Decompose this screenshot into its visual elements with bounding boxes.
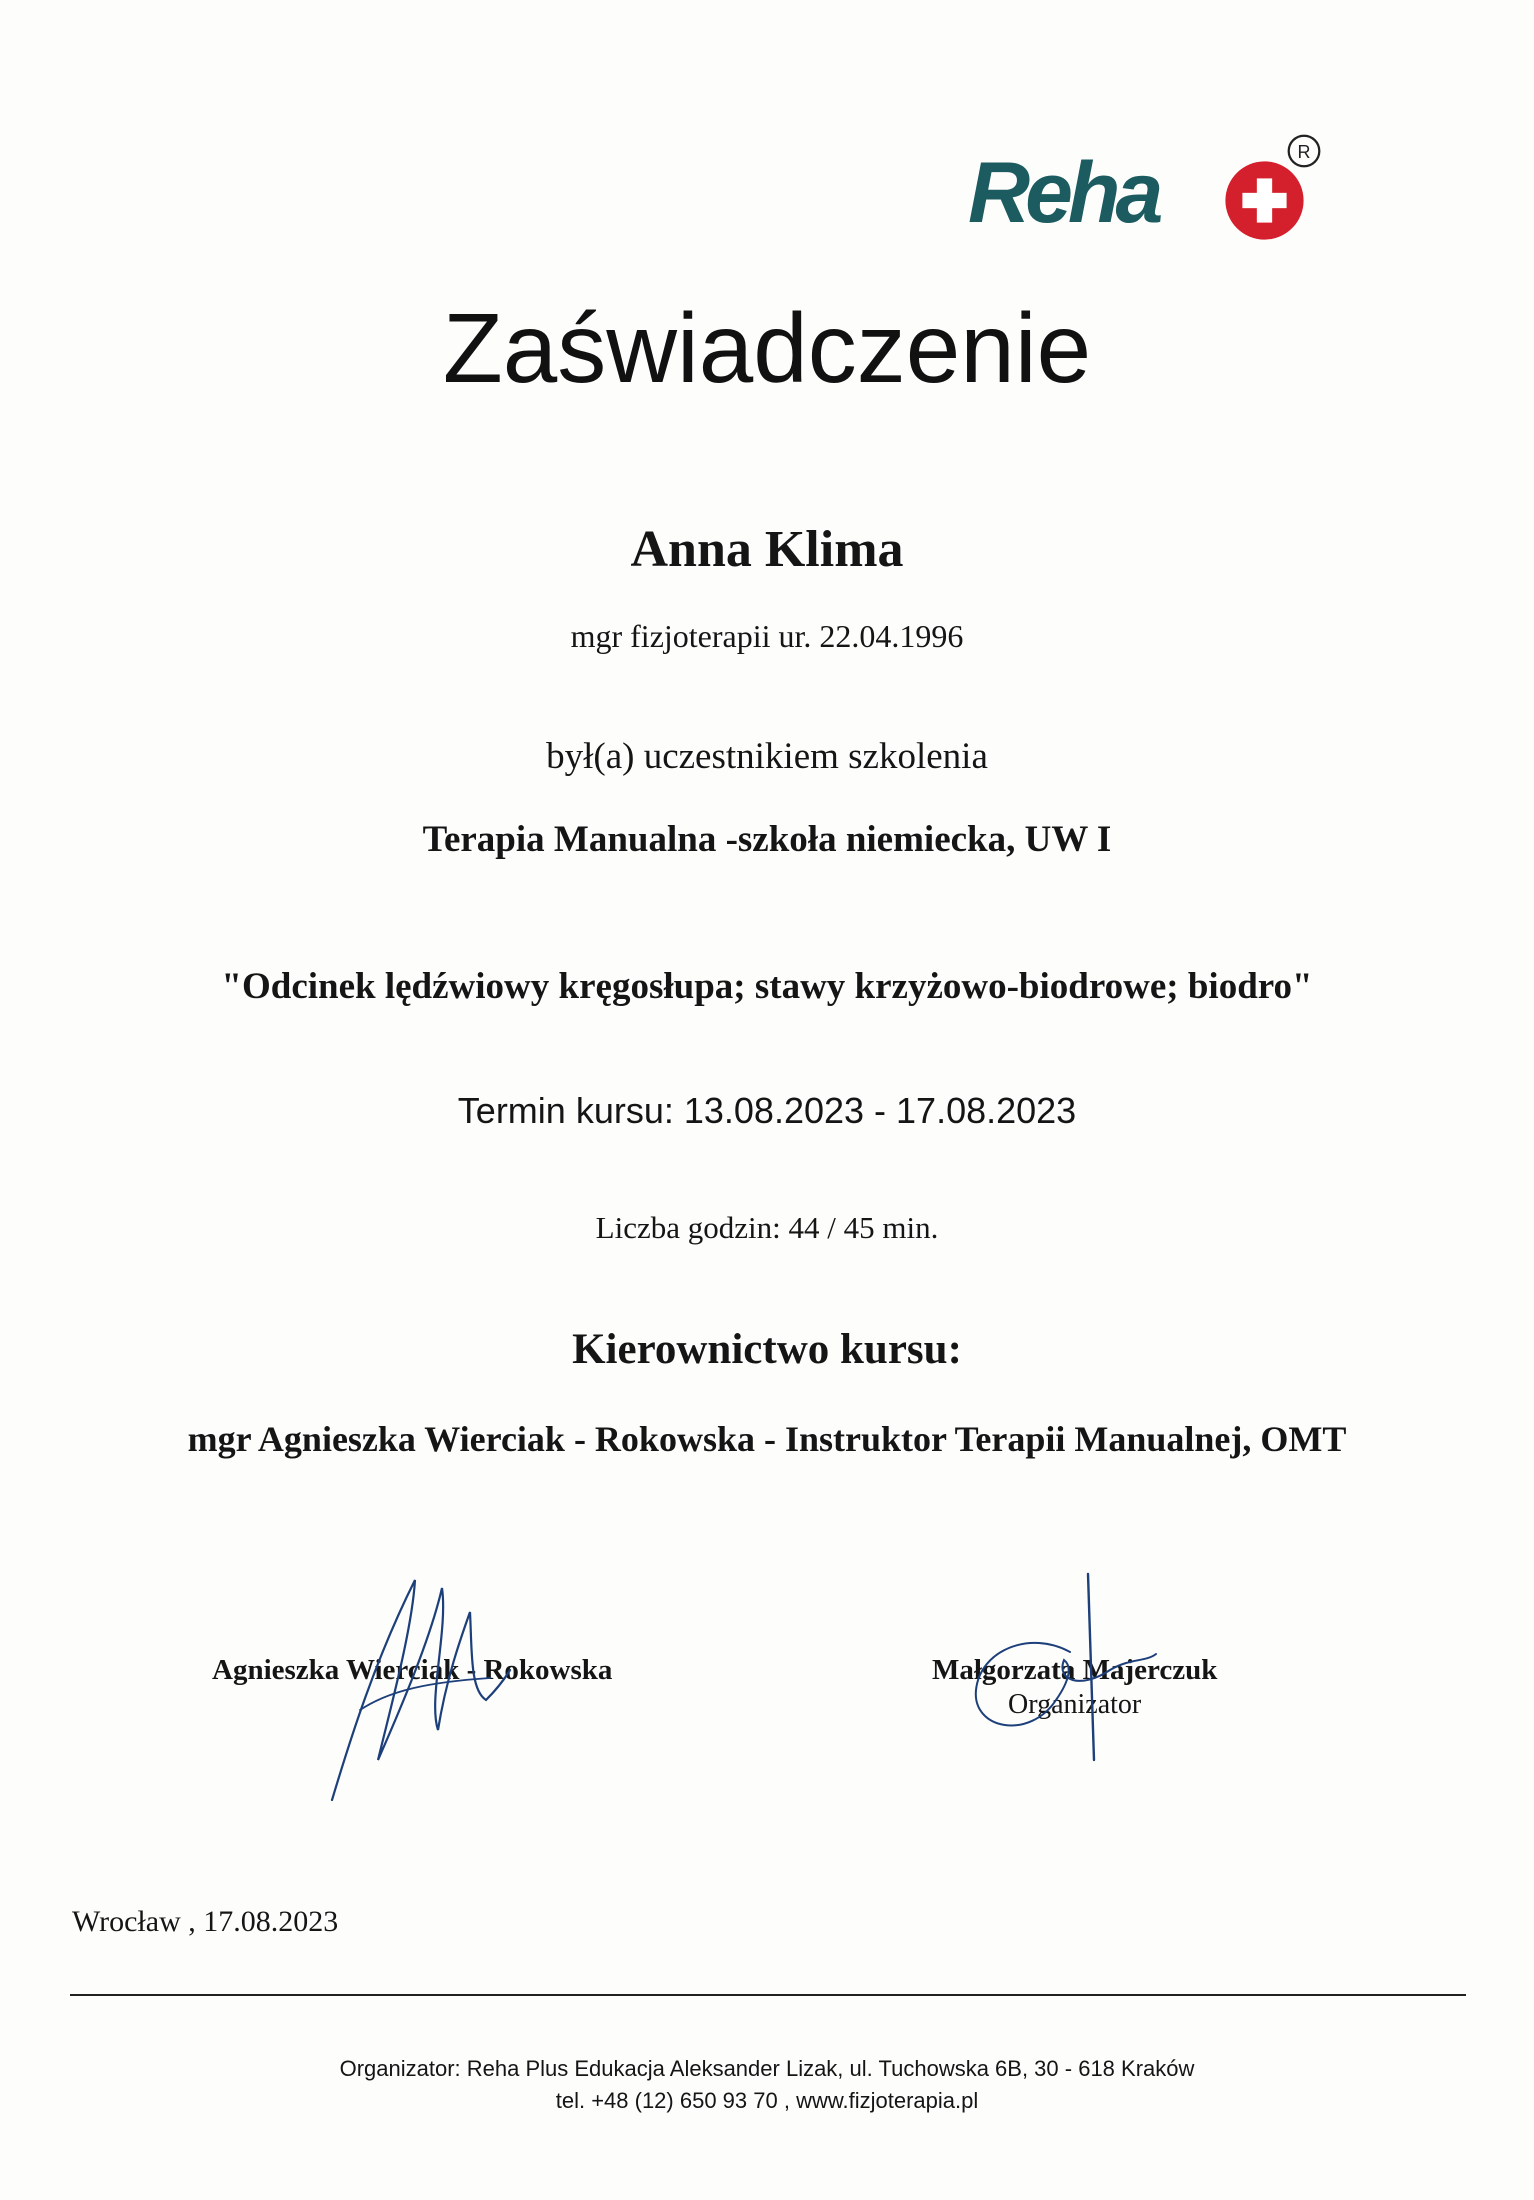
leadership-heading: Kierownictwo kursu: [572,1326,962,1373]
handwritten-signature-left [320,1570,540,1810]
right-signatory-role: Organizator [1008,1689,1142,1720]
place-and-date: Wrocław , 17.08.2023 [72,1905,339,1938]
course-hours: Liczba godzin: 44 / 45 min. [595,1210,939,1245]
course-term: Termin kursu: 13.08.2023 - 17.08.2023 [457,1090,1077,1131]
course-name: Terapia Manualna -szkoła niemiecka, UW I [422,819,1112,860]
certificate-title: Zaświadczenie [442,293,1092,403]
participant-credentials: mgr fizjoterapii ur. 22.04.1996 [570,618,964,654]
logo-wordmark: Reha [968,145,1159,241]
participant-name: Anna Klima [630,521,904,578]
left-signatory-name: Agnieszka Wierciak - Rokowska [212,1654,613,1686]
course-topic: "Odcinek lędźwiowy kręgosłupa; stawy krzyżowo-biodrowe; biodro" [221,966,1313,1007]
footer-contact: tel. +48 (12) 650 93 70 , www.fizjoterapia.pl [555,2088,979,2113]
participation-statement: był(a) uczestnikiem szkolenia [546,736,988,777]
right-signatory-name: Małgorzata Majerczuk [932,1654,1218,1686]
registered-mark-icon [1286,133,1322,169]
footer-divider [70,1994,1466,1996]
footer-organizer: Organizator: Reha Plus Edukacja Aleksander Lizak, ul. Tuchowska 6B, 30 - 618 Kraków [339,2056,1195,2081]
leadership-name: mgr Agnieszka Wierciak - Rokowska - Instruktor Terapii Manualnej, OMT [187,1419,1347,1459]
handwritten-signature-right [960,1570,1180,1770]
reha-plus-logo [968,128,1328,248]
svg-text:R: R [1297,141,1311,162]
plus-circle-icon [1222,158,1307,243]
